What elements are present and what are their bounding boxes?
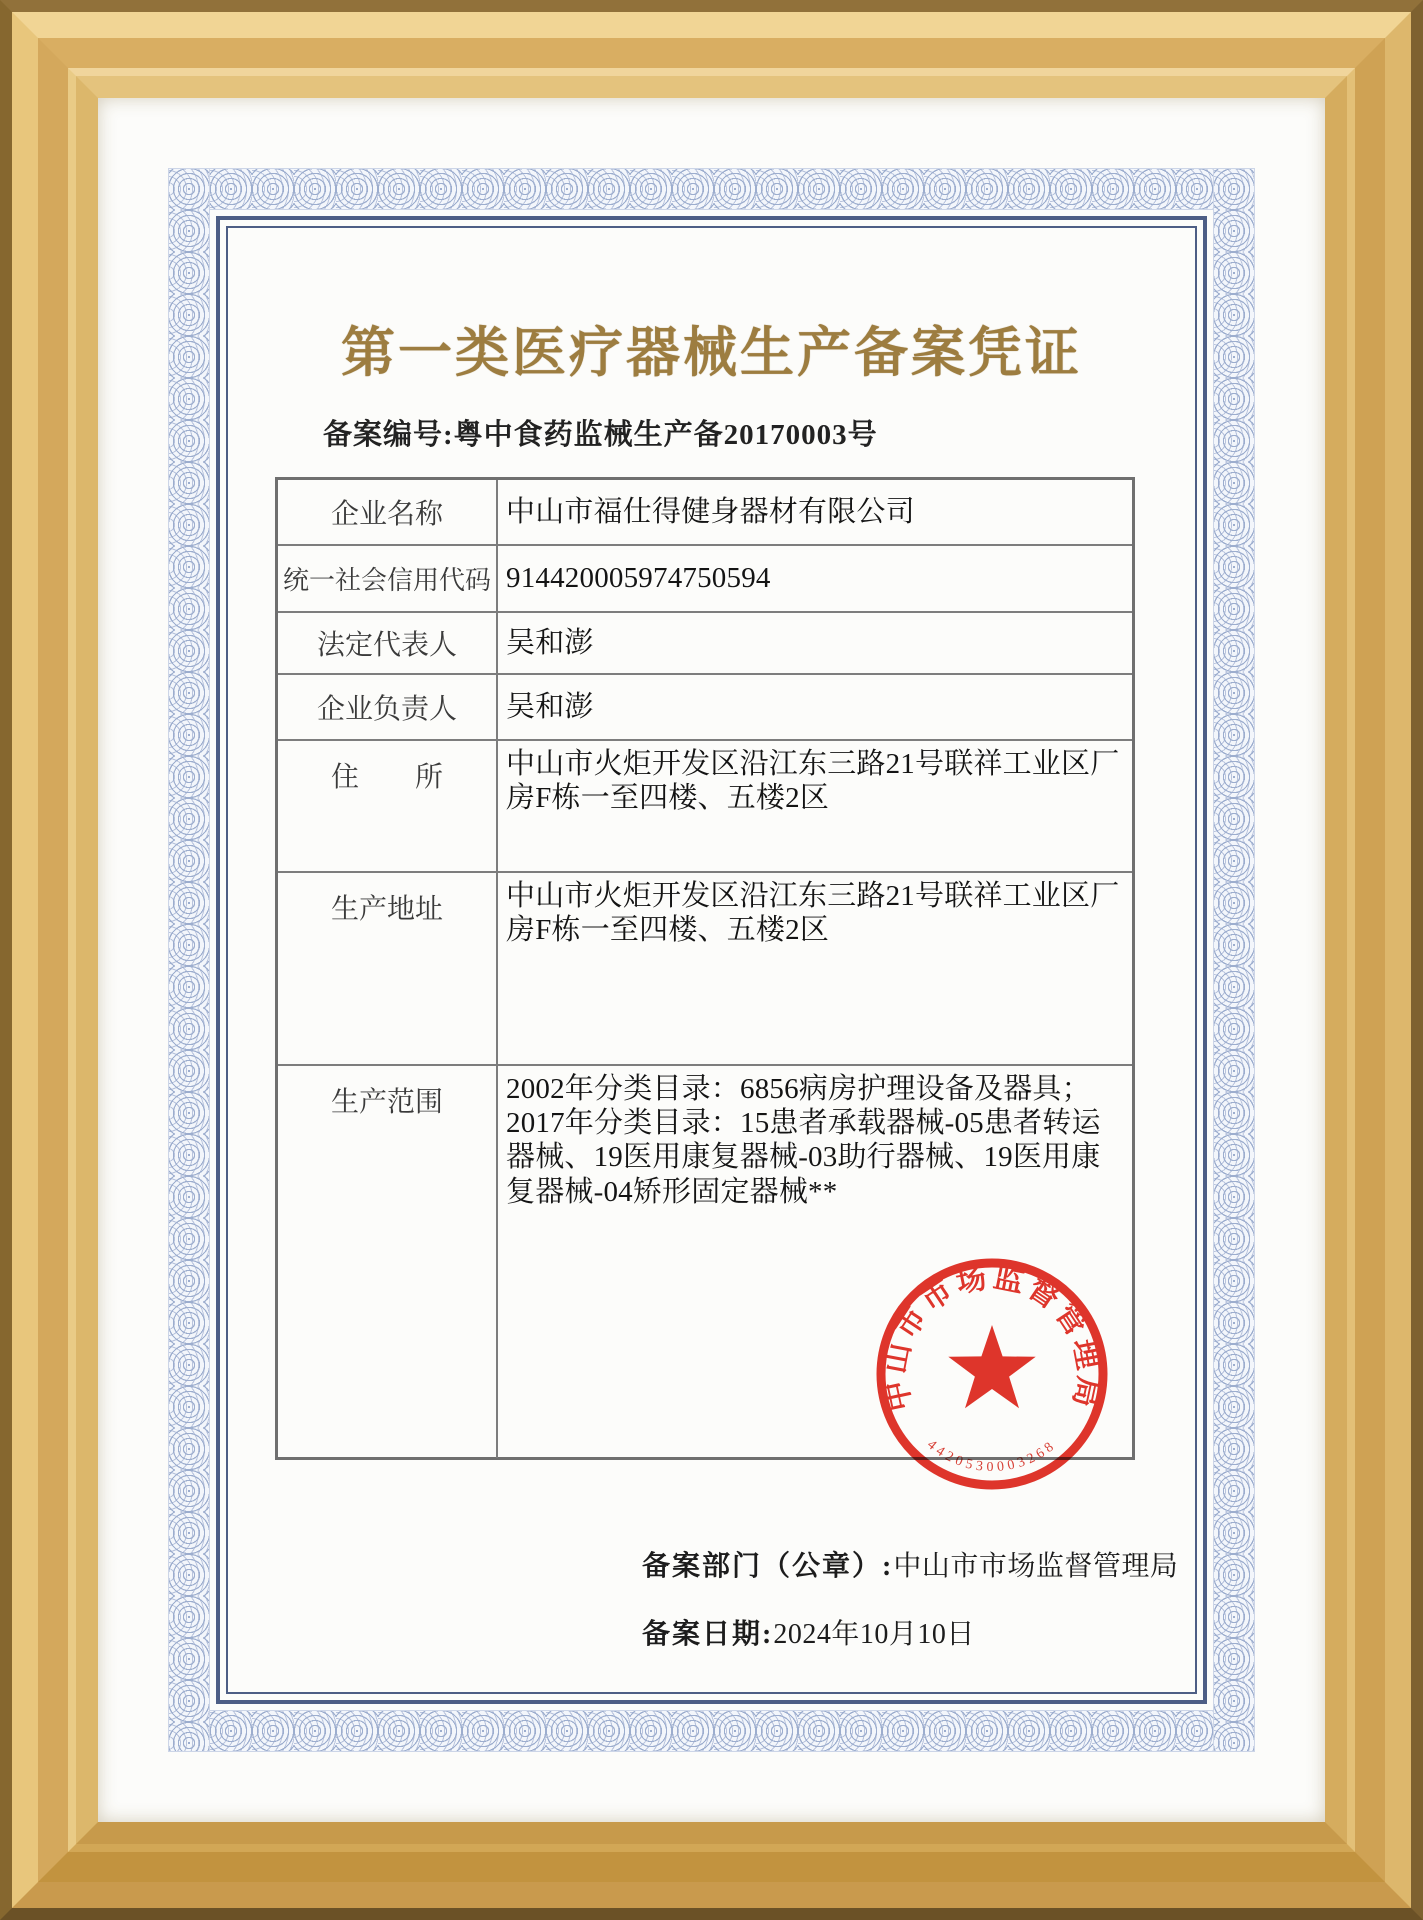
certificate-title: 第一类医疗器械生产备案凭证 — [341, 323, 1082, 383]
row-value: 吴和澎 — [506, 690, 594, 723]
guilloche-top — [168, 168, 1255, 210]
filing-number-line — [323, 412, 878, 453]
filing-date-label: 备案日期: — [642, 1619, 774, 1650]
filing-number-value: 粤中食药监械生产备20170003号 — [453, 419, 878, 451]
filing-department-line — [642, 1544, 1178, 1584]
guilloche-bottom — [168, 1710, 1255, 1752]
row-label: 住 所 — [278, 741, 498, 871]
row-value: 吴和澎 — [506, 626, 594, 659]
guilloche-left — [168, 168, 210, 1752]
table-row — [278, 611, 1132, 673]
official-stamp — [872, 1254, 1112, 1494]
row-value: 中山市火炬开发区沿江东三路21号联祥工业区厂房F栋一至四楼、五楼2区 — [506, 748, 1120, 815]
certificate-paper — [98, 98, 1325, 1822]
stamp-serial: 4420530003268 — [924, 1437, 1060, 1476]
star-icon — [948, 1325, 1035, 1408]
frame-inner — [76, 76, 1347, 1844]
row-value: 914420005974750594 — [506, 562, 771, 595]
filing-date-line — [642, 1612, 975, 1652]
row-label: 统一社会信用代码 — [278, 546, 498, 611]
guilloche-right — [1213, 168, 1255, 1752]
filing-department-value: 中山市市场监督管理局 — [893, 1551, 1179, 1582]
table-row — [278, 673, 1132, 739]
row-label: 生产范围 — [278, 1066, 498, 1458]
filing-date-value: 2024年10月10日 — [773, 1619, 975, 1650]
table-row — [278, 544, 1132, 611]
filing-number-label: 备案编号: — [323, 419, 454, 451]
row-label: 企业负责人 — [278, 675, 498, 739]
row-value: 2002年分类目录：6856病房护理设备及器具；2017年分类目录：15患者承载器械-05患者转运器械、19医用康复器械-03助行器械、19医用康复器械-04矫形固定器械** — [506, 1073, 1101, 1208]
table-row — [278, 871, 1132, 1064]
table-row — [278, 480, 1132, 544]
stamp-ring-text: 中山市市场监督管理局 — [878, 1260, 1106, 1414]
table-row — [278, 739, 1132, 871]
row-label: 法定代表人 — [278, 613, 498, 673]
row-label: 生产地址 — [278, 873, 498, 1064]
row-value: 中山市火炬开发区沿江东三路21号联祥工业区厂房F栋一至四楼、五楼2区 — [506, 880, 1120, 947]
row-label: 企业名称 — [278, 480, 498, 544]
filing-department-label: 备案部门（公章）: — [642, 1551, 894, 1582]
row-value: 中山市福仕得健身器材有限公司 — [506, 495, 915, 528]
